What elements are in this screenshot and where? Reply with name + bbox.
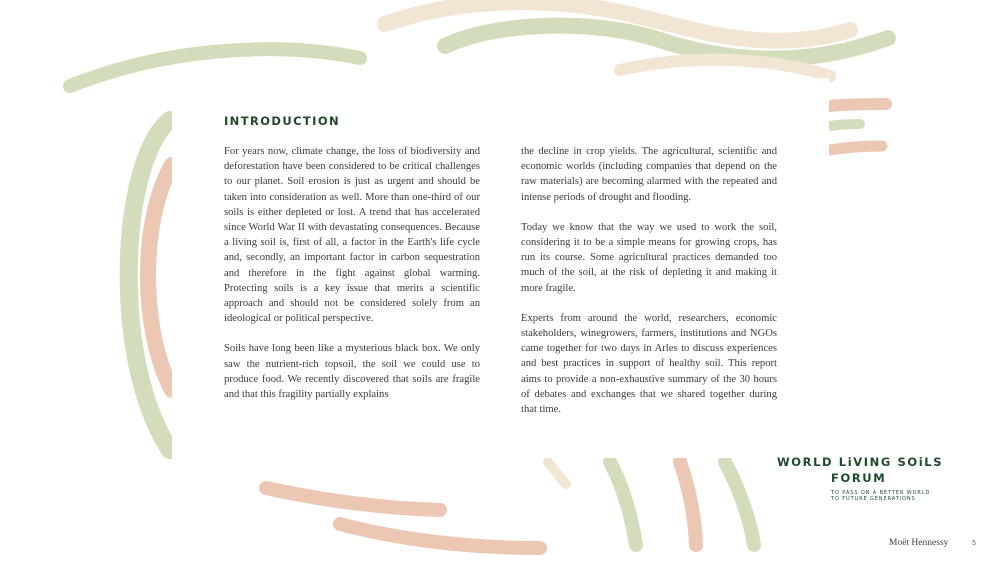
brush-stroke-right-sage <box>830 124 860 126</box>
brush-stroke-top-cream-2 <box>620 60 830 76</box>
logo-tagline <box>831 490 937 502</box>
logo-line-1: WORLD LiVING SOiLS <box>777 455 944 469</box>
paragraph: the decline in crop yields. The agricultural, scientific and economic worlds (including companies that depend on the raw materials) are becoming alarmed with the repeated and intense periods of drought and flooding. <box>521 146 777 203</box>
brush-stroke-bottom-peach-3 <box>680 462 696 545</box>
brush-stroke-bottom-sage-2 <box>725 462 754 545</box>
logo-line-2: FORUM <box>831 471 887 485</box>
paragraph: For years now, climate change, the loss of biodiversity and deforestation have been considered to be critical challenges to our planet. Soil erosion is just as urgent and should be taken into consideration as well. More than one-third of our soils is either depleted or lost. A trend that has accelerated since World War II with devastating consequences. Because a living soil is, first of all, a factor in the Earth's life cycle and, secondly, an important factor in carbon sequestration and therefore in the fight against global warming. Protecting soils is a key issue that merits a scientific approach and should not be considered solely from an ideological or political perspective. <box>224 146 480 325</box>
paragraph: Today we know that the way we used to work the soil, considering it to be a simple means for growing crops, has run its course. Some agricultural practices demanded too much of the soil, at the risk of depleting it and making it more fragile. <box>521 221 777 294</box>
brush-stroke-bottom-cream <box>548 462 566 484</box>
page-number: 5 <box>972 540 976 547</box>
paragraph: Soils have long been like a mysterious black box. We only saw the nutrient-rich topsoil, the soil we could use to produce food. We recently discovered that soils are fragile and that this fragility partially explains <box>224 343 480 401</box>
brush-stroke-bottom-peach-1 <box>266 488 440 510</box>
logo-tagline-1: TO PASS ON A BETTER WORLD <box>831 490 931 496</box>
forum-logo <box>777 455 944 502</box>
brush-arc-left-peach <box>148 165 172 390</box>
brand-name: Moët Hennessy <box>889 538 949 548</box>
brush-stroke-bottom-peach-2 <box>340 524 540 548</box>
logo-tagline-2: TO FUTURE GENERATIONS <box>831 496 916 502</box>
brush-stroke-right-peach-2 <box>830 146 882 150</box>
left-column <box>224 144 480 417</box>
brush-stroke-bottom-sage-1 <box>610 462 636 545</box>
brush-stroke-right-peach-1 <box>830 104 886 106</box>
paragraph: Experts from around the world, researchers, economic stakeholders, winegrowers, farmers, institutions and NGOs came together for two days in Arles to discuss experiences and best practices in support of healthy soil. This report aims to provide a non-exhaustive summary of the 30 hours of debates and exchanges that we shared together during that time. <box>521 312 777 416</box>
right-column <box>521 144 777 432</box>
section-heading: INTRODUCTION <box>224 114 341 128</box>
